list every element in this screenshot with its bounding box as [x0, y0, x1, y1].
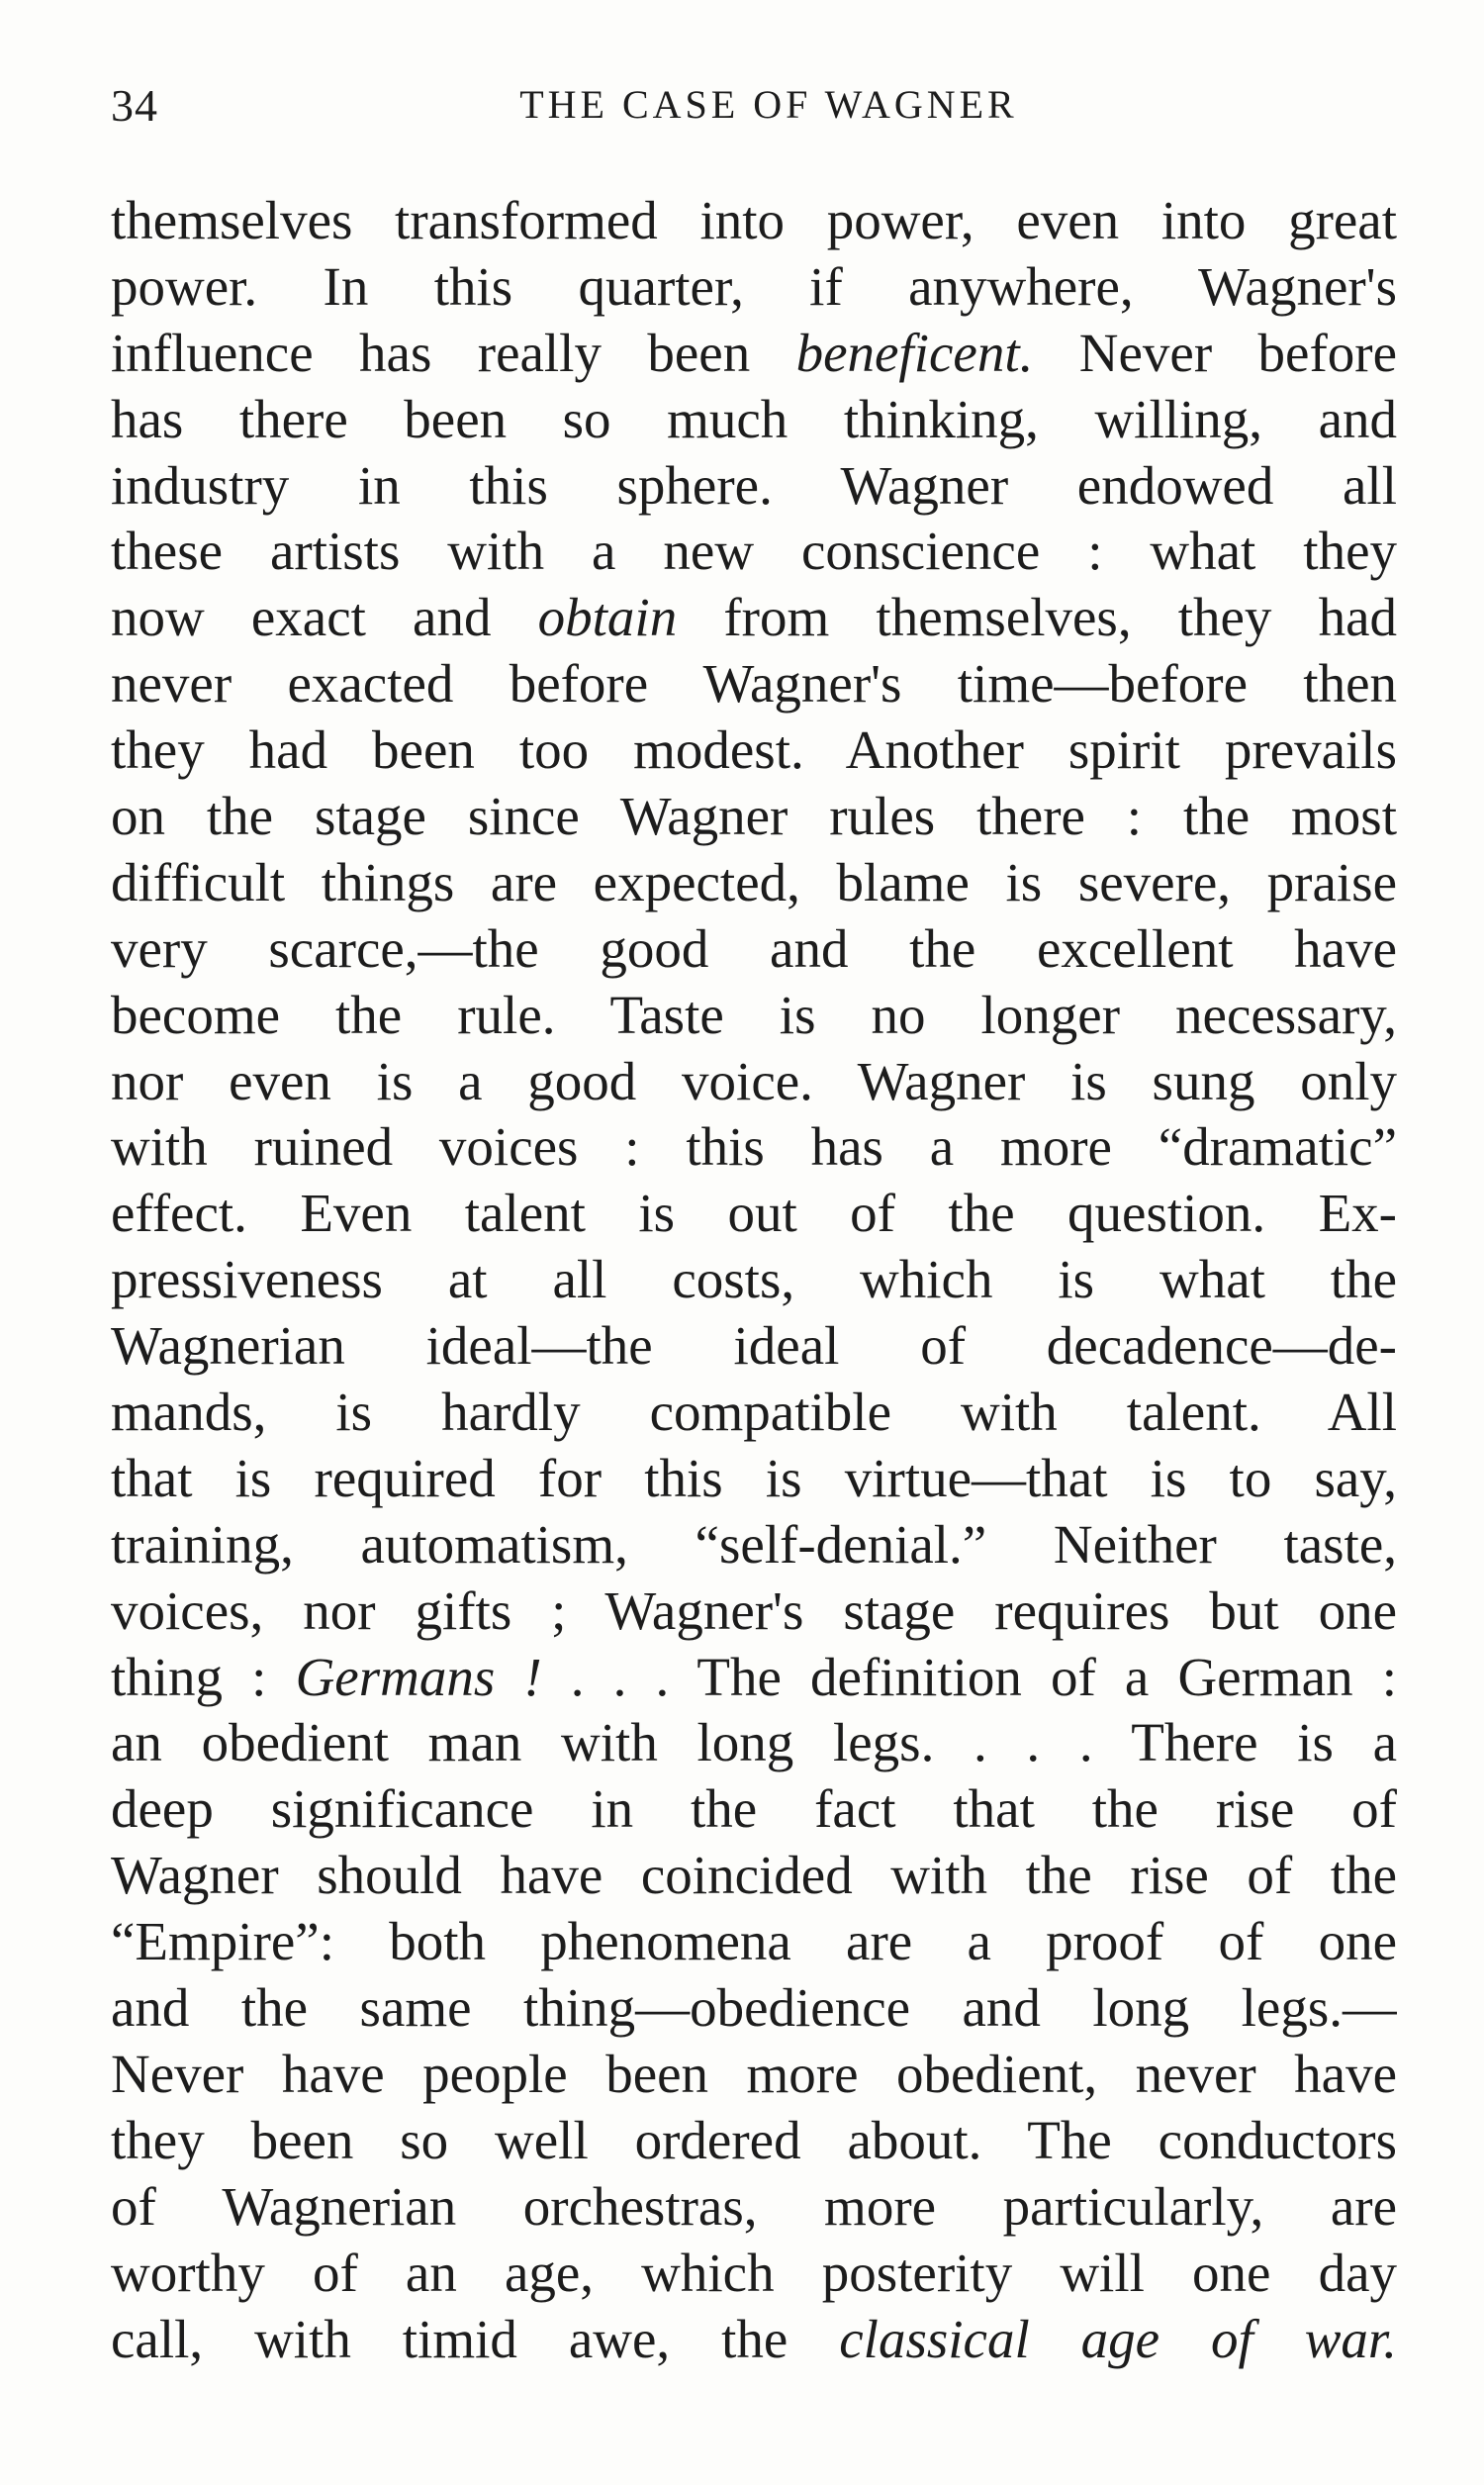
text-line: [111, 784, 1397, 850]
text-segment: Never before: [1033, 322, 1397, 383]
italic-text: Germans !: [295, 1646, 542, 1707]
text-segment: become the rule. Taste is no longer necessary,: [111, 984, 1397, 1045]
text-segment: these artists with a new conscience : what they: [111, 521, 1397, 582]
text-segment: industry in this sphere. Wagner endowed all: [111, 454, 1397, 516]
text-segment: themselves transformed into power, even into great: [111, 190, 1397, 250]
text-segment: Never have people been more obedient, never have: [111, 2043, 1397, 2104]
text-line: [111, 2174, 1397, 2241]
italic-text: obtain: [537, 587, 678, 648]
text-segment: now exact and: [111, 587, 538, 648]
text-segment: and the same thing—obedience and long legs.—: [111, 1977, 1397, 2039]
text-segment: Wagnerian ideal—the ideal of decadence—de-: [111, 1315, 1397, 1377]
italic-text: beneficent.: [795, 322, 1034, 383]
text-line: [111, 321, 1397, 387]
text-segment: of Wagnerian orchestras, more particularly, are: [111, 2175, 1397, 2237]
text-line: [111, 1975, 1397, 2042]
text-line: [111, 2241, 1397, 2307]
text-line: [111, 983, 1397, 1049]
text-segment: call, with timid awe, the: [111, 2308, 840, 2369]
text-line: [111, 1313, 1397, 1380]
text-segment: with ruined voices : this has a more “dramatic”: [111, 1116, 1397, 1178]
text-line: [111, 519, 1397, 585]
text-segment: they been so well ordered about. The conductors: [111, 2109, 1397, 2170]
italic-text: classical age of war.: [839, 2308, 1397, 2369]
text-line: [111, 387, 1397, 453]
text-line: [111, 1776, 1397, 1843]
text-segment: deep significance in the fact that the rise of: [111, 1778, 1397, 1840]
text-segment: power. In this quarter, if anywhere, Wagner's: [111, 255, 1397, 317]
text-line: [111, 1645, 1397, 1711]
text-segment: never exacted before Wagner's time—before then: [111, 653, 1397, 715]
text-line: [111, 1909, 1397, 1975]
text-segment: that is required for this is virtue—that is to say,: [111, 1447, 1397, 1508]
text-segment: voices, nor gifts ; Wagner's stage requires but one: [111, 1579, 1397, 1641]
text-line: [111, 1843, 1397, 1909]
text-segment: influence has really been: [111, 322, 796, 383]
text-line: [111, 585, 1397, 651]
text-line: [111, 717, 1397, 784]
text-segment: nor even is a good voice. Wagner is sung only: [111, 1050, 1397, 1111]
running-title: THE CASE OF WAGNER: [519, 82, 1018, 127]
text-line: [111, 916, 1397, 983]
text-segment: thing :: [111, 1646, 296, 1707]
text-segment: training, automatism, “self-denial.” Neither taste,: [111, 1513, 1397, 1575]
body-text: [111, 188, 1397, 2372]
text-line: [111, 1380, 1397, 1446]
page-number: 34: [111, 80, 158, 131]
text-line: [111, 188, 1397, 254]
text-line: [111, 1049, 1397, 1115]
text-segment: . . . The definition of a German :: [541, 1646, 1397, 1707]
text-line: [111, 1710, 1397, 1776]
text-line: [111, 1578, 1397, 1645]
text-segment: they had been too modest. Another spirit prevails: [111, 719, 1397, 781]
text-segment: Wagner should have coincided with the rise of the: [111, 1845, 1397, 1906]
text-line: [111, 651, 1397, 717]
text-segment: worthy of an age, which posterity will one day: [111, 2242, 1397, 2303]
text-segment: pressiveness at all costs, which is what the: [111, 1249, 1397, 1310]
text-segment: on the stage since Wagner rules there : the most: [111, 786, 1397, 847]
text-line: [111, 1114, 1397, 1181]
text-segment: an obedient man with long legs. . . . There is a: [111, 1712, 1397, 1773]
text-line: [111, 2042, 1397, 2108]
text-line: [111, 453, 1397, 520]
text-line: [111, 2307, 1397, 2373]
text-segment: from themselves, they had: [677, 587, 1397, 648]
text-line: [111, 1247, 1397, 1313]
text-segment: mands, is hardly compatible with talent. All: [111, 1382, 1397, 1443]
running-head: [111, 79, 1397, 139]
text-segment: has there been so much thinking, willing, and: [111, 388, 1397, 449]
text-line: [111, 850, 1397, 916]
text-line: [111, 1446, 1397, 1512]
text-line: [111, 1181, 1397, 1247]
text-line: [111, 254, 1397, 321]
text-line: [111, 2108, 1397, 2174]
text-segment: effect. Even talent is out of the question. Ex-: [111, 1183, 1397, 1244]
text-segment: “Empire”: both phenomena are a proof of one: [111, 1911, 1397, 1972]
text-segment: very scarce,—the good and the excellent have: [111, 917, 1397, 979]
text-segment: difficult things are expected, blame is severe, praise: [111, 851, 1397, 912]
text-line: [111, 1512, 1397, 1578]
